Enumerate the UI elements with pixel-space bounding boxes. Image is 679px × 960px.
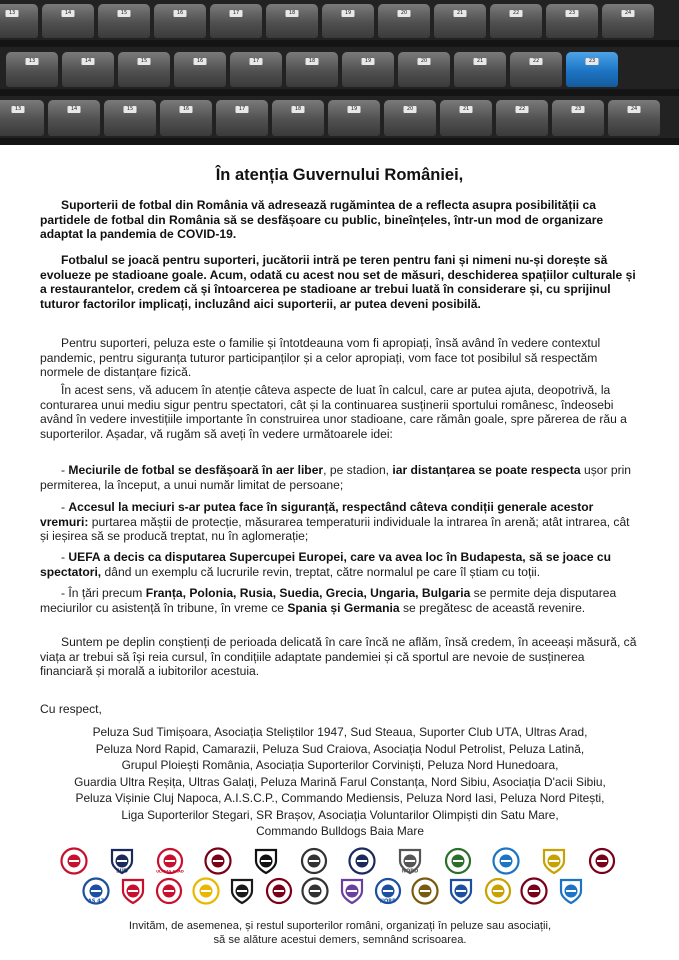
cross-crest-icon [252,847,280,875]
seat-number: 20 [398,10,411,17]
seat-number: 14 [82,58,95,65]
seat-number: 17 [230,10,243,17]
seat-number: 16 [194,58,207,65]
seat-number: 17 [236,106,249,113]
farul-crest-icon [540,847,568,875]
seat-number: 22 [510,10,523,17]
row-divider [0,138,679,145]
signatory-line: Liga Suporterilor Stegari, SR Brașov, Asociația Voluntarilor Olimpiști din Satu Mare, [121,807,559,822]
seat-number: 23 [566,10,579,17]
signatory-line: Grupul Ploiești România, Asociația Suporterilor Corviniști, Peluza Nord Hunedoara, [121,758,559,772]
stadium-seat [552,100,604,136]
eagle-wings-crest-icon [60,847,88,875]
satu-mare-crest-icon [520,877,548,905]
highlighted-seat [566,52,618,87]
stadium-seat [62,52,114,87]
seat-number: 23 [572,106,585,113]
seat-number: 16 [180,106,193,113]
seat-number: 22 [516,106,529,113]
stadium-seat [328,100,380,136]
aiscp-crest-icon [301,877,329,905]
stadium-seat [378,4,430,38]
stadium-seat [0,4,38,38]
rapid-crest-icon [204,847,232,875]
signatory-line: Guardia Ultra Reșița, Ultras Galați, Peluza Marină Farul Constanța, Nord Sibiu, Asociația D'acii Sibiu, [74,774,606,789]
pitesti-crest-icon [411,877,439,905]
stadium-seat [6,52,58,87]
seat-number: 22 [530,58,543,65]
seat-number: 13 [6,10,19,17]
seat-number: 20 [418,58,431,65]
galati-crest-icon [492,847,520,875]
stadium-seat [454,52,506,87]
stadium-seat [272,100,324,136]
stadium-seat [608,100,660,136]
corvinul-crest-icon [396,847,424,875]
cluj-crest-icon [265,877,293,905]
seat-number: 19 [342,10,355,17]
stadium-seat [510,52,562,87]
signatory-line: Peluza Nord Rapid, Camarazii, Peluza Sud Craiova, Asociația Nodul Petrolist, Peluza Latină, [95,741,585,756]
stadium-seat [322,4,374,38]
seat-number: 15 [124,106,137,113]
seat-number: 20 [404,106,417,113]
paragraph-request: Suporterii de fotbal din România vă adresează rugămintea de a reflecta asupra posibilității ca partidele de fotbal din România să se desfășoare cu public, bineînțeles, într-un mod de organizare adaptat la pandemia de COVID-19. [40,198,604,241]
signatory-line: Peluza Sud Timișoara, Asociația Steliștilor 1947, Sud Steaua, Suporter Club UTA, Ultras Arad, [92,725,588,739]
stadium-seat [286,52,338,87]
svg-text:NORD: NORD [401,868,419,875]
oil-derrick-crest-icon [300,847,328,875]
stadium-seats-banner [0,0,679,145]
seat-number: 18 [292,106,305,113]
seat-number: 13 [26,58,39,65]
seat-number: 14 [62,10,75,17]
signatories-list [40,724,640,840]
seat-number: 15 [138,58,151,65]
footer-line: Invităm, de asemenea, și restul suporterilor români, organizați în peluze sau asociații, [128,920,552,932]
stadium-seat [496,100,548,136]
stadium-seat [174,52,226,87]
signatory-line: Peluza Vișinie Cluj Napoca, A.I.S.C.P., Commando Mediensis, Peluza Nord Iasi, Peluza Nord Pitești, [75,791,605,805]
paragraph-peluza-family: Pentru suporteri, peluza este o familie și întotdeauna vom fi apropiați, însă având în vedere contextul pandemic, pentru siguranța tuturor participanților și a celor apropiați, vom face tot posibilul să respectăm normele de distanțare fizică. [40,336,601,379]
seat-number: 24 [622,10,635,17]
stadium-seat [602,4,654,38]
seat-number: 13 [12,106,25,113]
stadium-seat [154,4,206,38]
closing-salutation: Cu respect, [40,702,102,716]
viking-crest-icon [155,877,183,905]
stripes-crest-icon [119,877,147,905]
stadium-seat [440,100,492,136]
seat-number: 19 [362,58,375,65]
seat-row-3 [0,100,679,136]
letter-title: În atenția Guvernului României, [215,166,464,184]
yellow-blue-crest-icon [192,877,220,905]
seat-number: 23 [586,58,599,65]
stadium-seat [104,100,156,136]
stadium-seat [266,4,318,38]
seat-number: 15 [118,10,131,17]
seat-row-2 [6,52,679,87]
stadium-seat [0,100,44,136]
stadium-seat [216,100,268,136]
seat-number: 21 [474,58,487,65]
baia-mare-crest-icon [557,877,585,905]
bullet-safe-access: - Accesul la meciuri s-ar putea face în siguranță, respectând câteva condiții generale acestor vremuri: purtarea măștii de protecție, măsurarea temperaturii individuale la intrarea în arenă; atât intrarea, cât și ieșirea să se producă treptat, nu în aglomerație; [40,500,630,543]
as47-crest-icon [82,877,110,905]
svg-text:SUD: SUD [116,868,128,875]
footer-line: să se alăture acestui demers, semnând scrisoarea. [213,934,467,946]
bullet-open-air: - Meciurile de fotbal se desfășoară în aer liber, pe stadion, iar distanțarea se poate respecta ușor prin permiterea, la început, a unui număr limitat de persoane; [40,463,632,492]
stadium-seat [546,4,598,38]
signatory-line: Commando Bulldogs Baia Mare [256,824,424,838]
seat-number: 16 [174,10,187,17]
stadium-seat [118,52,170,87]
stadium-seat [398,52,450,87]
bullet-other-countries: - În țări precum Franța, Polonia, Rusia, Suedia, Grecia, Ungaria, Bulgaria se permite deja disputarea meciurilor cu asistență în tribune, în vreme ce Spania și Germania se pregătesc de această revenire. [40,586,617,615]
sud-shield-icon [108,847,136,875]
paragraph-football-for-fans: Fotbalul se joacă pentru suporteri, jucătorii intră pe teren pentru fani și nimeni nu-și dorește să evolueze pe stadioane goale. Acum, odată cu acest nou set de măsuri, deschiderea spațiilor culturale și a restaurantelor, credem că și întoarcerea pe stadioane ar trebui luată în considerare și, cu sprijinul tuturor factorilor implicați, incluzând aici suporterii, ar putea deveni posibilă. [40,253,636,311]
svg-text:NORD: NORD [379,898,397,905]
paragraph-conclusion: Suntem pe deplin conștienți de perioada delicată în care încă ne aflăm, însă credem, în aceeași măsură, că viața ar trebui să își reia cursul, în condițiile adaptate pandemiei și că sportul are nevoie de susținerea financiară și morală a iubitorilor acestuia. [40,635,637,678]
svg-text:ULTRAS ARAD: ULTRAS ARAD [156,869,184,874]
laurel-crest-icon [444,847,472,875]
stadium-seat [160,100,212,136]
sibiu-crest-icon [588,847,616,875]
seat-number: 24 [628,106,641,113]
stadium-seat [210,4,262,38]
seat-number: 19 [348,106,361,113]
seat-number: 21 [460,106,473,113]
stadium-seat [342,52,394,87]
stegari-crest-icon [447,877,475,905]
nord-iasi-crest-icon [374,877,402,905]
brasov-crest-icon [484,877,512,905]
stadium-seat [98,4,150,38]
row-divider [0,89,679,96]
svg-text:AS 47: AS 47 [87,898,105,905]
stadium-seat [48,100,100,136]
footer-invitation [40,919,640,947]
stadium-seat [384,100,436,136]
bulldog-crest-icon [228,877,256,905]
seat-number: 18 [286,10,299,17]
ploiesti-crest-icon [348,847,376,875]
seat-row-1 [0,4,679,38]
bullet-uefa-supercup: - UEFA a decis ca disputarea Supercupei Europei, care va avea loc în Budapesta, să se joace cu spectatori, dând un exemplu că lucrurile revin, treptat, către normalul pe care îl știam cu toții. [40,550,612,579]
open-letter [0,145,679,960]
seat-number: 17 [250,58,263,65]
mediensis-crest-icon [338,877,366,905]
stadium-seat [434,4,486,38]
stadium-seat [42,4,94,38]
seat-number: 18 [306,58,319,65]
seat-number: 21 [454,10,467,17]
seat-number: 14 [68,106,81,113]
stadium-seat [230,52,282,87]
paragraph-aspects: În acest sens, vă aducem în atenție câteva aspecte de luat în calcul, care ar putea ajuta, deopotrivă, la conturarea unui mediu sigur pentru spectatori, cât și la continuarea susținerii sportului românesc, îndeosebi având în vedere investițiile importante în construirea unor stadioane, care rămân goale, spre părerea de rău a suporterilor. Așadar, vă rugăm să aveți în vedere următoarele idei: [40,383,627,441]
stadium-seat [490,4,542,38]
row-divider [0,40,679,47]
ultras-arad-crest-icon [156,847,184,875]
